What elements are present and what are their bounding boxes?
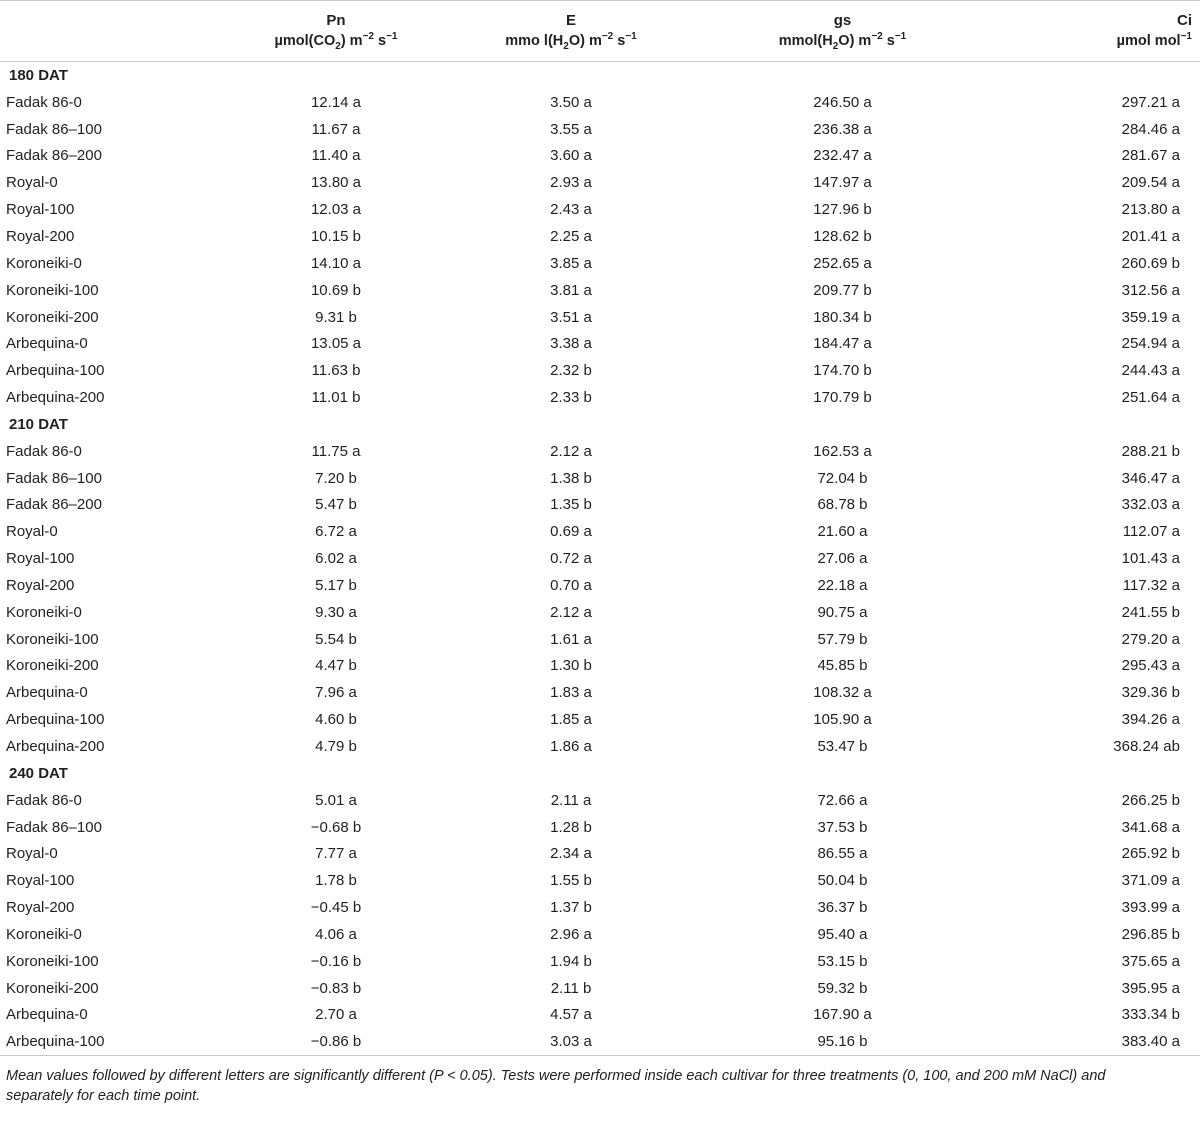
gs-value: 232.47 a xyxy=(813,147,872,165)
pn-value: −0.45 b xyxy=(310,899,362,917)
row-label: Arbequina-100 xyxy=(6,362,105,380)
header-unit-row xyxy=(0,31,1200,61)
e-value: 3.85 a xyxy=(550,254,592,272)
row-label: Fadak 86–100 xyxy=(6,818,102,836)
row-label: Koroneiki-0 xyxy=(6,925,82,943)
pn-value: 4.06 a xyxy=(315,925,357,943)
table-row xyxy=(0,894,1200,921)
e-value: 2.12 a xyxy=(550,442,592,460)
e-value: 1.61 a xyxy=(550,630,592,648)
e-value: 2.32 b xyxy=(550,362,592,380)
gs-value: 236.38 a xyxy=(813,120,872,138)
e-value: 2.43 a xyxy=(550,201,592,219)
row-label: Koroneiki-0 xyxy=(6,254,82,272)
table-row xyxy=(0,465,1200,492)
e-value: 3.55 a xyxy=(550,120,592,138)
gs-value: 147.97 a xyxy=(813,174,872,192)
ci-value: 284.46 a xyxy=(1121,120,1180,138)
ci-value: 201.41 a xyxy=(1121,227,1180,245)
group-header-row xyxy=(0,411,1200,438)
table-row xyxy=(0,1028,1200,1055)
row-label: Koroneiki-0 xyxy=(6,603,82,621)
pn-value: −0.16 b xyxy=(310,952,362,970)
ci-value: 101.43 a xyxy=(1121,550,1180,568)
group-label: 240 DAT xyxy=(9,764,68,782)
e-value: 2.33 b xyxy=(550,389,592,407)
group-label: 180 DAT xyxy=(9,66,68,84)
table-header xyxy=(0,1,1200,62)
table-footnote: Mean values followed by different letters are significantly different (P < 0.05). Tests were performed inside each cultivar for three treatments (0, 100, and 200 mM NaCl) and separately for each time point. xyxy=(6,1068,1106,1105)
gs-value: 59.32 b xyxy=(817,979,868,997)
ci-value: 297.21 a xyxy=(1121,93,1180,111)
pn-value: 11.01 b xyxy=(311,389,361,407)
e-value: 1.86 a xyxy=(550,738,592,756)
group-label: 210 DAT xyxy=(9,415,68,433)
table-row xyxy=(0,492,1200,519)
row-label: Koroneiki-200 xyxy=(6,657,99,675)
table-row xyxy=(0,599,1200,626)
unit-treatment xyxy=(0,31,226,61)
gs-value: 37.53 b xyxy=(817,818,868,836)
pn-value: 4.47 b xyxy=(315,657,357,675)
ci-value: 281.67 a xyxy=(1121,147,1180,165)
pn-value: 10.69 b xyxy=(310,281,362,299)
unit-gs: $mmol(H_2O)$ $m^{-2}$ $s^{-1}$ xyxy=(778,31,907,52)
pn-value: 4.79 b xyxy=(315,738,357,756)
row-label: Royal-200 xyxy=(6,899,75,917)
pn-value: 6.02 a xyxy=(315,550,357,568)
e-value: 1.38 b xyxy=(550,469,592,487)
gs-value: 170.79 b xyxy=(813,389,872,407)
table-row xyxy=(0,357,1200,384)
table-row xyxy=(0,438,1200,465)
e-value: 1.37 b xyxy=(550,899,592,917)
ci-value: 359.19 a xyxy=(1121,308,1180,326)
ci-value: 251.64 a xyxy=(1121,389,1180,407)
pn-value: 7.20 b xyxy=(315,469,357,487)
group-header-row xyxy=(0,760,1200,787)
row-label: Arbequina-0 xyxy=(6,684,88,702)
pn-value: 9.31 b xyxy=(315,308,357,326)
table-row xyxy=(0,545,1200,572)
ci-value: 368.24 ab xyxy=(1113,738,1180,756)
e-value: 1.30 b xyxy=(550,657,592,675)
pn-value: 11.67 a xyxy=(311,120,361,138)
row-label: Royal-0 xyxy=(6,174,58,192)
table-row xyxy=(0,787,1200,814)
table-row xyxy=(0,733,1200,760)
pn-value: 14.10 a xyxy=(310,254,362,272)
ci-value: 296.85 b xyxy=(1121,925,1180,943)
ci-value: 265.92 b xyxy=(1121,845,1180,863)
row-label: Royal-100 xyxy=(6,550,75,568)
gs-value: 22.18 a xyxy=(817,576,868,594)
row-label: Royal-100 xyxy=(6,872,75,890)
row-label: Royal-0 xyxy=(6,523,58,541)
gs-value: 127.96 b xyxy=(813,201,872,219)
e-value: 0.70 a xyxy=(550,576,592,594)
gs-value: 90.75 a xyxy=(817,603,868,621)
table-row xyxy=(0,384,1200,411)
pn-value: 4.60 b xyxy=(315,711,357,729)
gs-value: 180.34 b xyxy=(813,308,872,326)
pn-value: −0.86 b xyxy=(310,1033,362,1051)
pn-value: 5.01 a xyxy=(315,791,357,809)
pn-value: 9.30 a xyxy=(315,603,357,621)
pn-value: 11.75 a xyxy=(311,442,361,460)
gs-value: 72.66 a xyxy=(817,791,868,809)
gs-value: 95.40 a xyxy=(817,925,868,943)
table-row xyxy=(0,867,1200,894)
row-label: Fadak 86–200 xyxy=(6,147,102,165)
e-value: 2.11 a xyxy=(550,791,592,809)
table-row xyxy=(0,223,1200,250)
pn-value: 13.05 a xyxy=(310,335,362,353)
e-value: 0.72 a xyxy=(550,550,592,568)
gs-value: 105.90 a xyxy=(813,711,872,729)
gs-value: 21.60 a xyxy=(817,523,868,541)
header-e: E xyxy=(565,12,576,29)
e-value: 1.85 a xyxy=(550,711,592,729)
table-row xyxy=(0,706,1200,733)
table-row xyxy=(0,116,1200,143)
table-row xyxy=(0,626,1200,653)
header-gs: gs xyxy=(833,12,852,29)
pn-value: 13.80 a xyxy=(310,174,362,192)
ci-value: 312.56 a xyxy=(1121,281,1180,299)
ci-value: 375.65 a xyxy=(1121,952,1180,970)
ci-value: 279.20 a xyxy=(1121,630,1180,648)
row-label: Arbequina-200 xyxy=(6,738,105,756)
gs-value: 128.62 b xyxy=(813,227,872,245)
gs-value: 252.65 a xyxy=(813,254,872,272)
ci-value: 371.09 a xyxy=(1121,872,1180,890)
gs-value: 57.79 b xyxy=(817,630,868,648)
table-row xyxy=(0,679,1200,706)
gs-value: 68.78 b xyxy=(817,496,868,514)
gs-value: 27.06 a xyxy=(817,550,868,568)
table-row xyxy=(0,814,1200,841)
row-label: Koroneiki-100 xyxy=(6,281,99,299)
e-value: 2.25 a xyxy=(550,227,592,245)
ci-value: 395.95 a xyxy=(1121,979,1180,997)
ci-value: 112.07 a xyxy=(1122,523,1180,541)
ci-value: 260.69 b xyxy=(1121,254,1180,272)
row-label: Royal-200 xyxy=(6,576,75,594)
header-name-row xyxy=(0,1,1200,31)
table-row xyxy=(0,653,1200,680)
ci-value: 383.40 a xyxy=(1121,1033,1180,1051)
header-ci: Ci xyxy=(1177,12,1192,29)
gs-value: 45.85 b xyxy=(817,657,868,675)
ci-value: 117.32 a xyxy=(1122,576,1180,594)
unit-e: mmo $l(H_2O)$ $m^{-2}$ $s^{-1}$ xyxy=(505,31,637,52)
table-row xyxy=(0,572,1200,599)
table-row xyxy=(0,330,1200,357)
table-body xyxy=(0,62,1200,1056)
ci-value: 244.43 a xyxy=(1121,362,1180,380)
gs-value: 108.32 a xyxy=(813,684,872,702)
ci-value: 329.36 b xyxy=(1121,684,1180,702)
pn-value: 1.78 b xyxy=(315,872,357,890)
pn-value: 7.96 a xyxy=(315,684,357,702)
e-value: 1.83 a xyxy=(550,684,592,702)
table-row xyxy=(0,518,1200,545)
ci-value: 213.80 a xyxy=(1121,201,1180,219)
table-footer xyxy=(0,1056,1200,1107)
e-value: 3.51 a xyxy=(550,308,592,326)
pn-value: −0.68 b xyxy=(310,818,362,836)
table-row xyxy=(0,277,1200,304)
row-label: Fadak 86-0 xyxy=(6,93,82,111)
ci-value: 333.34 b xyxy=(1121,1006,1180,1024)
gs-value: 167.90 a xyxy=(813,1006,872,1024)
ci-value: 266.25 b xyxy=(1121,791,1180,809)
ci-value: 393.99 a xyxy=(1121,899,1180,917)
unit-ci: µmol mol$^{-1}$ xyxy=(1116,31,1192,49)
table-row xyxy=(0,196,1200,223)
gs-value: 209.77 b xyxy=(813,281,872,299)
gs-value: 36.37 b xyxy=(817,899,868,917)
e-value: 1.55 b xyxy=(550,872,592,890)
e-value: 2.96 a xyxy=(550,925,592,943)
table-row xyxy=(0,975,1200,1002)
gs-value: 53.47 b xyxy=(817,738,868,756)
e-value: 3.50 a xyxy=(550,93,592,111)
e-value: 2.34 a xyxy=(550,845,592,863)
table-row xyxy=(0,250,1200,277)
group-header-row xyxy=(0,62,1200,89)
ci-value: 254.94 a xyxy=(1121,335,1180,353)
table-row xyxy=(0,89,1200,116)
e-value: 2.11 b xyxy=(550,979,592,997)
ci-value: 295.43 a xyxy=(1121,657,1180,675)
table-row xyxy=(0,948,1200,975)
pn-value: 12.03 a xyxy=(310,201,362,219)
gs-value: 72.04 b xyxy=(817,469,868,487)
pn-value: 5.47 b xyxy=(315,496,357,514)
ci-value: 241.55 b xyxy=(1121,603,1180,621)
table-row xyxy=(0,143,1200,170)
e-value: 1.28 b xyxy=(550,818,592,836)
e-value: 2.93 a xyxy=(550,174,592,192)
row-label: Arbequina-200 xyxy=(6,389,105,407)
e-value: 3.60 a xyxy=(550,147,592,165)
row-label: Royal-100 xyxy=(6,201,75,219)
table-row xyxy=(0,921,1200,948)
ci-value: 341.68 a xyxy=(1121,818,1180,836)
gs-value: 50.04 b xyxy=(817,872,868,890)
ci-value: 209.54 a xyxy=(1121,174,1180,192)
pn-value: 10.15 b xyxy=(310,227,362,245)
table-row xyxy=(0,169,1200,196)
header-pn: Pn xyxy=(326,12,346,29)
pn-value: −0.83 b xyxy=(310,979,362,997)
e-value: 0.69 a xyxy=(550,523,592,541)
row-label: Royal-0 xyxy=(6,845,58,863)
row-label: Koroneiki-100 xyxy=(6,630,99,648)
gs-value: 184.47 a xyxy=(813,335,872,353)
ci-value: 332.03 a xyxy=(1121,496,1180,514)
pn-value: 5.54 b xyxy=(315,630,357,648)
ci-value: 288.21 b xyxy=(1121,442,1180,460)
table-row xyxy=(0,1002,1200,1029)
pn-value: 12.14 a xyxy=(310,93,362,111)
gs-value: 174.70 b xyxy=(813,362,872,380)
table-row xyxy=(0,840,1200,867)
e-value: 3.38 a xyxy=(550,335,592,353)
gs-value: 162.53 a xyxy=(813,442,872,460)
row-label: Koroneiki-200 xyxy=(6,979,99,997)
e-value: 3.03 a xyxy=(550,1033,592,1051)
row-label: Arbequina-0 xyxy=(6,335,88,353)
ci-value: 346.47 a xyxy=(1121,469,1180,487)
gs-value: 53.15 b xyxy=(817,952,868,970)
pn-value: 11.40 a xyxy=(311,147,361,165)
row-label: Koroneiki-100 xyxy=(6,952,99,970)
row-label: Arbequina-100 xyxy=(6,1033,105,1051)
row-label: Fadak 86-0 xyxy=(6,791,82,809)
row-label: Fadak 86–200 xyxy=(6,496,102,514)
table-row xyxy=(0,304,1200,331)
gs-value: 86.55 a xyxy=(817,845,868,863)
e-value: 4.57 a xyxy=(550,1006,592,1024)
unit-pn: $\mu mol(CO_2)$ $m^{-2}$ $s^{-1}$ xyxy=(274,31,398,52)
header-treatment xyxy=(0,1,226,31)
row-label: Koroneiki-200 xyxy=(6,308,99,326)
row-label: Fadak 86–100 xyxy=(6,120,102,138)
e-value: 3.81 a xyxy=(550,281,592,299)
gs-value: 95.16 b xyxy=(817,1033,868,1051)
row-label: Royal-200 xyxy=(6,227,75,245)
pn-value: 7.77 a xyxy=(315,845,357,863)
row-label: Arbequina-100 xyxy=(6,711,105,729)
row-label: Fadak 86–100 xyxy=(6,469,102,487)
e-value: 1.35 b xyxy=(550,496,592,514)
e-value: 1.94 b xyxy=(550,952,592,970)
ci-value: 394.26 a xyxy=(1121,711,1180,729)
gs-value: 246.50 a xyxy=(813,93,872,111)
pn-value: 2.70 a xyxy=(315,1006,357,1024)
pn-value: 5.17 b xyxy=(315,576,357,594)
row-label: Arbequina-0 xyxy=(6,1006,88,1024)
pn-value: 11.63 b xyxy=(311,362,361,380)
pn-value: 6.72 a xyxy=(315,523,357,541)
e-value: 2.12 a xyxy=(550,603,592,621)
row-label: Fadak 86-0 xyxy=(6,442,82,460)
